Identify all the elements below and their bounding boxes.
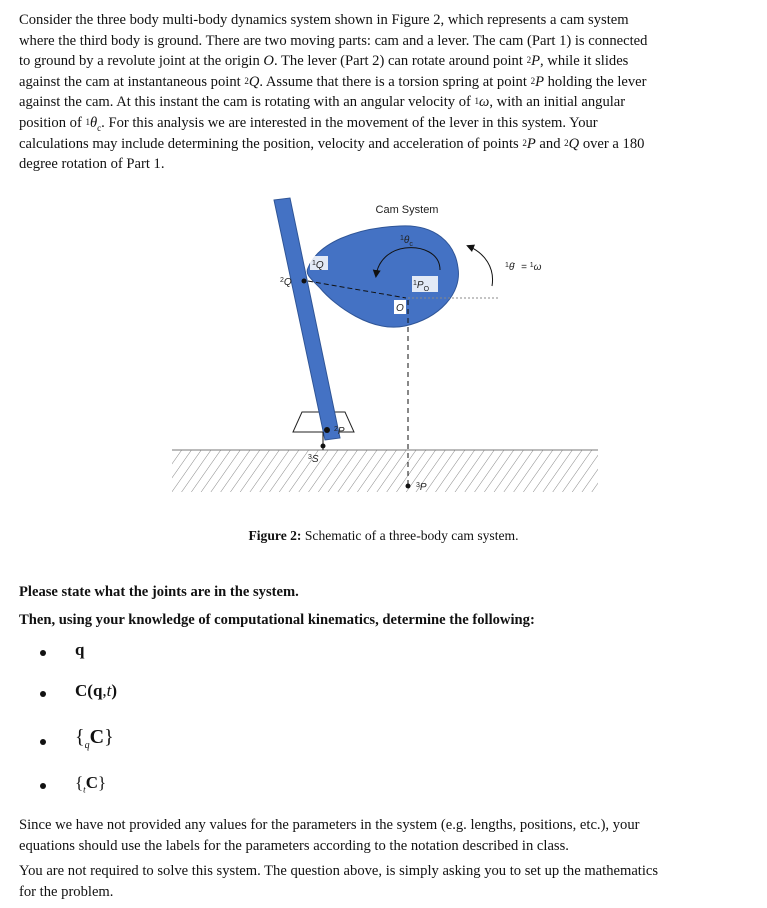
cam-system-figure	[150, 188, 610, 503]
origin-label: O	[396, 303, 404, 314]
intro-line-7: calculations may include determining the position, velocity and acceleration of points $^2$P and $^2$Q over a 180	[19, 135, 645, 152]
omega-arc	[468, 246, 493, 286]
p3-point	[406, 484, 411, 489]
p2-point	[324, 427, 330, 433]
theta-c-label: $^1\theta_c$	[400, 235, 413, 248]
ground-hatch	[172, 450, 598, 492]
note-parameters: Since we have not provided any values for the parameters in the system (e.g. lengths, positions, etc.), your equations should use the labels for the parameters according to the notation described in class.	[19, 817, 640, 854]
intro-line-5: against the cam. At this instant the cam is rotating with an angular velocity of $^1$ω, with an initial angular	[19, 94, 626, 111]
note-not-solve: You are not required to solve this system. The question above, is simply asking you to set up the mathematics for the problem.	[19, 863, 659, 900]
intro-line-8: degree rotation of Part 1.	[19, 156, 165, 173]
s3-label: $^3$S	[308, 454, 319, 465]
intro-line-2: where the third body is ground. There are two moving parts: cam and a lever. The cam (Part 1) is connected	[19, 32, 648, 49]
q2-point	[302, 279, 307, 284]
po-label: $^1P_O$	[413, 280, 430, 293]
p3-label: $^3$P	[416, 482, 427, 493]
intro-line-1: Consider the three body multi-body dynamics system shown in Figure 2, which represents a cam system	[19, 12, 629, 28]
omega-label: $^1$θ̇ = $^1$ω	[505, 262, 542, 273]
q2-label: $^2$Q	[280, 277, 292, 288]
figure-caption: Figure 2: Schematic of a three-body cam system.	[248, 528, 519, 543]
p2-label: $^2$P	[334, 426, 345, 437]
problem-statement	[19, 10, 749, 175]
figure-title: Cam System	[375, 204, 439, 216]
intro-line-6: position of $^1\theta_c$. For this analysis we are interested in the movement of the lever in this system. Your	[19, 114, 598, 133]
lever-body	[274, 198, 340, 440]
question-kinematics: Then, using your knowledge of computational kinematics, determine the following:	[19, 612, 535, 628]
intro-line-3: to ground by a revolute joint at the origin O. The lever (Part 2) can rotate around point $^2$P, while it slides	[19, 53, 629, 70]
question-joints: Please state what the joints are in the system.	[19, 584, 299, 600]
q1-label: $^1$Q	[312, 260, 324, 271]
intro-line-4: against the cam at instantaneous point $^2$Q. Assume that there is a torsion spring at point $^2$P holding the lever	[19, 73, 647, 90]
